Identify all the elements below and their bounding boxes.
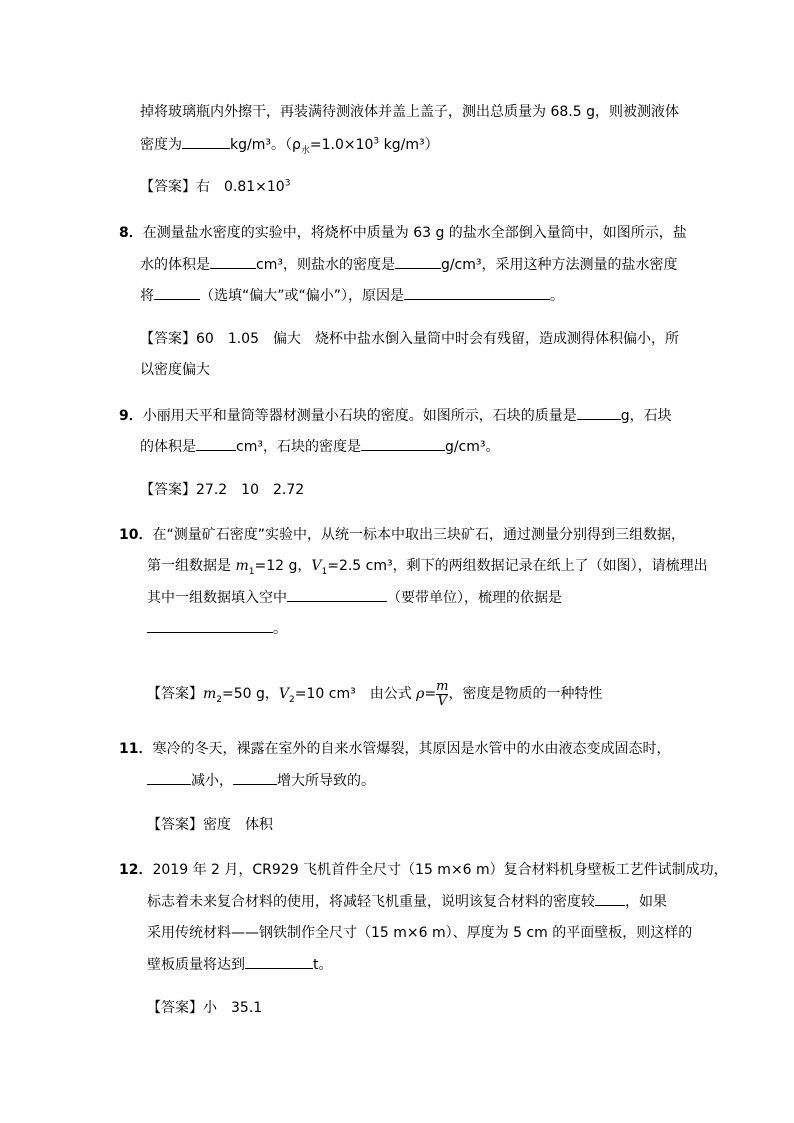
- q8-line2-b: cm³，则盐水的密度是: [256, 257, 395, 273]
- q12-line2-b: ，如果: [625, 894, 667, 910]
- q8-line3-c: 。: [550, 288, 565, 304]
- q12-line4-a: 壁板质量将达到: [147, 957, 245, 973]
- q10-answer-d: ，密度是物质的一种特性: [448, 686, 603, 702]
- q10-v-sub: 1: [321, 566, 328, 577]
- q7-answer-text: 【答案】右 0.81×10: [140, 179, 285, 195]
- answer-blank[interactable]: [147, 618, 273, 633]
- question-number: 11．: [119, 741, 153, 757]
- q7-line2-c: =1.0×10: [309, 137, 374, 153]
- q11-answer: 【答案】密度 体积: [147, 817, 273, 833]
- q8-line3-b: （选填“偏大”或“偏小”），原因是: [200, 288, 405, 304]
- q10-v-symbol: V: [311, 558, 322, 574]
- q10-answer: [147, 679, 602, 709]
- q10-answer-m: m: [203, 686, 217, 702]
- q10-line2-b: =12 g，: [254, 558, 312, 574]
- q9-line2-b: cm³，石块的密度是: [236, 439, 361, 455]
- q10-line3: [147, 587, 562, 608]
- answer-blank[interactable]: [233, 770, 277, 785]
- q7-line2-b: kg/m³。（ρ: [230, 137, 301, 153]
- fraction-denominator: V: [437, 693, 447, 709]
- q10-answer-rho: ρ=: [416, 686, 437, 702]
- q10-m-symbol: m: [235, 558, 249, 574]
- q9-line1-a: 小丽用天平和量筒等器材测量小石块的密度。如图所示，石块的质量是: [142, 408, 577, 424]
- q8-line1-text: 在测量盐水密度的实验中，将烧杯中质量为 63 g 的盐水全部倒入量筒中，如图所示，盐: [142, 225, 687, 241]
- q9-line1-b: g，石块: [620, 408, 672, 424]
- q11-line1: [119, 739, 670, 759]
- answer-blank[interactable]: [210, 254, 256, 269]
- q7-line1: 掉将玻璃瓶内外擦干，再装满待测液体并盖上盖子，测出总质量为 68.5 g，则被测液体: [140, 104, 679, 120]
- question-number: 12．: [119, 862, 153, 878]
- q11-line1-text: 寒冷的冬天，裸露在室外的自来水管爆裂，其原因是水管中的水由液态变成固态时，: [152, 741, 671, 757]
- q9-line1: [119, 405, 672, 426]
- answer-blank[interactable]: [577, 405, 621, 420]
- q11-line2: [147, 770, 375, 791]
- question-number: 8．: [119, 225, 143, 241]
- q12-line2: [147, 891, 667, 912]
- q9-line2: [140, 436, 500, 457]
- answer-blank[interactable]: [404, 285, 550, 300]
- q10-line3-b: （要带单位），梳理的依据是: [387, 590, 562, 606]
- q7-line2-sub: 水: [300, 145, 310, 156]
- q12-line4-b: t。: [313, 957, 333, 973]
- q11-line2-a: 减小，: [191, 773, 233, 789]
- q7-line2-a: 密度为: [140, 137, 182, 153]
- q7-answer-sup: 3: [284, 178, 291, 189]
- q10-line1: [119, 525, 685, 545]
- answer-blank[interactable]: [154, 285, 200, 300]
- q12-line3: 采用传统材料——钢铁制作全尺寸（15 m×6 m）、厚度为 5 cm 的平面壁板，则这样的: [147, 925, 693, 941]
- q10-answer-v: V: [278, 686, 290, 702]
- q10-line2: [147, 556, 708, 576]
- q10-line4: [147, 618, 287, 639]
- q10-answer-a: 【答案】: [147, 686, 203, 702]
- answer-blank[interactable]: [196, 436, 236, 451]
- q9-answer: 【答案】27.2 10 2.72: [140, 482, 305, 498]
- answer-blank[interactable]: [395, 254, 441, 269]
- q12-line1: [119, 860, 728, 880]
- q8-line3: [140, 285, 564, 306]
- q12-line4: [147, 954, 333, 975]
- q8-line3-a: 将: [140, 288, 154, 304]
- q10-line1-text: 在“测量矿石密度”实验中，从统一标本中取出三块矿石，通过测量分别得到三组数据，: [152, 527, 685, 543]
- q10-answer-b: =50 g，: [222, 686, 279, 702]
- density-formula-fraction: [436, 680, 448, 709]
- question-number: 9．: [119, 408, 143, 424]
- answer-blank[interactable]: [595, 891, 625, 906]
- q8-line2-a: 水的体积是: [140, 257, 210, 273]
- q7-line2-d: kg/m³）: [379, 137, 439, 153]
- q10-answer-msub: 2: [216, 694, 223, 705]
- fraction-numerator: m: [436, 678, 449, 694]
- answer-blank[interactable]: [287, 587, 387, 602]
- q10-line2-a: 第一组数据是: [147, 558, 236, 574]
- q10-answer-c: =10 cm³ 由公式: [294, 686, 417, 702]
- q10-answer-vsub: 2: [289, 694, 295, 705]
- q8-answer-line1: 【答案】60 1.05 偏大 烧杯中盐水倒入量筒中时会有残留，造成测得体积偏小，所: [140, 331, 679, 347]
- q7-line2: [140, 134, 439, 155]
- q8-line2-c: g/cm³，采用这种方法测量的盐水密度: [440, 257, 678, 273]
- q10-m-sub: 1: [248, 566, 255, 577]
- question-number: 10．: [119, 527, 153, 543]
- q8-line1: [119, 223, 687, 243]
- q7-line2-sup: 3: [373, 136, 380, 147]
- answer-blank[interactable]: [182, 134, 230, 149]
- q10-line2-c: =2.5 cm³，剩下的两组数据记录在纸上了（如图），请梳理出: [327, 558, 708, 574]
- q12-line1-text: 2019 年 2 月，CR929 飞机首件全尺寸（15 m×6 m）复合材料机身壁板工艺件试制成功，: [152, 862, 728, 878]
- q9-line2-c: g/cm³。: [444, 439, 500, 455]
- q12-line2-a: 标志着未来复合材料的使用，将减轻飞机重量，说明该复合材料的密度较: [147, 894, 595, 910]
- q8-line2: [140, 254, 678, 275]
- q11-line2-b: 增大所导致的。: [277, 773, 375, 789]
- q12-answer: 【答案】小 35.1: [147, 1000, 263, 1016]
- q9-line2-a: 的体积是: [140, 439, 196, 455]
- answer-blank[interactable]: [245, 954, 313, 969]
- answer-blank[interactable]: [147, 770, 191, 785]
- q10-line4-text: 。: [273, 621, 287, 637]
- q8-answer-line2: 以密度偏大: [140, 362, 210, 378]
- answer-blank[interactable]: [361, 436, 445, 451]
- q10-line3-a: 其中一组数据填入空中: [147, 590, 287, 606]
- q7-answer: [140, 177, 290, 197]
